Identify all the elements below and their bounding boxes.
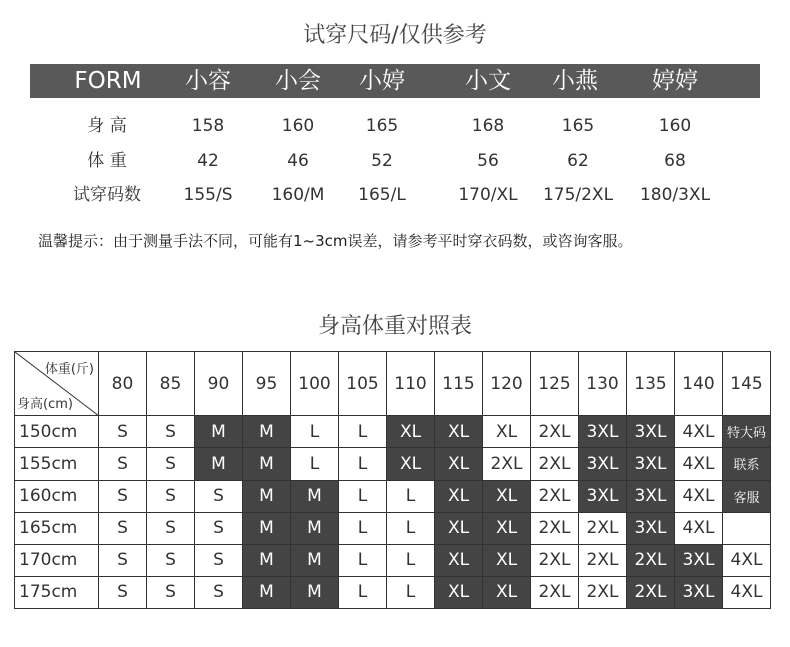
size-cell: L: [387, 544, 435, 576]
size-cell: S: [99, 416, 147, 448]
fitting-cell: 165: [561, 116, 595, 136]
size-cell: XL: [483, 480, 531, 512]
weight-header-cell: 80: [99, 352, 147, 416]
size-cell: 2XL: [483, 448, 531, 480]
size-cell: 2XL: [627, 544, 675, 576]
height-header-cell: 175cm: [15, 576, 99, 608]
weight-header-cell: 85: [147, 352, 195, 416]
fitting-row-weight: [0, 149, 790, 173]
size-chart-row: [15, 512, 771, 544]
size-cell: M: [243, 576, 291, 608]
size-cell: L: [339, 544, 387, 576]
size-chart-row: [15, 416, 771, 448]
size-cell: S: [99, 576, 147, 608]
size-cell: XL: [387, 416, 435, 448]
size-cell: [723, 512, 771, 544]
size-cell: M: [243, 448, 291, 480]
measurement-tip: 温馨提示：由于测量手法不同，可能有1~3cm误差，请参考平时穿衣码数，或咨询客服。: [38, 232, 633, 250]
size-cell: 4XL: [675, 416, 723, 448]
size-cell: XL: [483, 512, 531, 544]
size-cell: XL: [435, 480, 483, 512]
size-cell: XL: [435, 544, 483, 576]
weight-header-cell: 115: [435, 352, 483, 416]
size-cell: L: [339, 448, 387, 480]
size-cell: M: [243, 512, 291, 544]
size-cell: 2XL: [579, 544, 627, 576]
size-cell: L: [339, 512, 387, 544]
fitting-row-label: 身 高: [87, 116, 127, 136]
size-cell: 3XL: [627, 512, 675, 544]
fitting-cell: 165: [365, 116, 399, 136]
size-cell: 3XL: [627, 480, 675, 512]
size-cell: 4XL: [723, 576, 771, 608]
fitting-cell: 52: [371, 151, 393, 171]
size-chart-row: [15, 448, 771, 480]
size-cell: S: [195, 512, 243, 544]
size-cell: 3XL: [627, 416, 675, 448]
contact-service-note: 客服: [723, 480, 771, 512]
fitting-cell: 160: [281, 116, 315, 136]
weight-header-cell: 90: [195, 352, 243, 416]
weight-header-cell: 140: [675, 352, 723, 416]
fitting-cell: 165/L: [358, 185, 406, 205]
size-cell: 2XL: [579, 512, 627, 544]
size-cell: XL: [435, 416, 483, 448]
height-header-cell: 170cm: [15, 544, 99, 576]
size-cell: L: [387, 480, 435, 512]
size-cell: 2XL: [627, 576, 675, 608]
size-cell: 3XL: [627, 448, 675, 480]
size-cell: L: [387, 576, 435, 608]
height-header-cell: 155cm: [15, 448, 99, 480]
height-header-cell: 150cm: [15, 416, 99, 448]
size-cell: M: [291, 480, 339, 512]
contact-service-note: 特大码: [723, 416, 771, 448]
size-cell: XL: [483, 544, 531, 576]
size-cell: L: [339, 416, 387, 448]
weight-header-cell: 100: [291, 352, 339, 416]
weight-header-cell: 95: [243, 352, 291, 416]
size-cell: L: [291, 448, 339, 480]
size-cell: S: [147, 512, 195, 544]
size-cell: L: [387, 512, 435, 544]
fitting-cell: 170/XL: [458, 185, 518, 205]
fitting-cell: 158: [191, 116, 225, 136]
fitting-title: 试穿尺码/仅供参考: [303, 23, 487, 48]
size-cell: M: [195, 448, 243, 480]
size-cell: 2XL: [531, 576, 579, 608]
size-cell: S: [147, 448, 195, 480]
fitting-header-model-1: 小容: [185, 68, 231, 94]
fitting-header-model-4: 小文: [465, 68, 511, 94]
fitting-header-model-2: 小会: [275, 68, 321, 94]
fitting-header-model-5: 小燕: [552, 68, 598, 94]
size-cell: S: [147, 480, 195, 512]
size-cell: M: [243, 544, 291, 576]
fitting-header-model-6: 婷婷: [652, 68, 698, 94]
size-cell: S: [99, 480, 147, 512]
fitting-cell: 160: [658, 116, 692, 136]
size-chart-header-row: [15, 352, 771, 416]
weight-header-cell: 135: [627, 352, 675, 416]
size-cell: 3XL: [579, 448, 627, 480]
size-cell: M: [243, 480, 291, 512]
size-chart-row: [15, 576, 771, 608]
size-cell: 2XL: [531, 416, 579, 448]
fitting-header-bar: [30, 64, 760, 98]
size-cell: M: [195, 416, 243, 448]
size-cell: S: [195, 544, 243, 576]
fitting-row-label: 试穿码数: [73, 185, 141, 205]
size-cell: M: [291, 512, 339, 544]
size-cell: 2XL: [579, 576, 627, 608]
size-cell: 4XL: [723, 544, 771, 576]
fitting-cell: 175/2XL: [542, 185, 614, 205]
weight-header-cell: 125: [531, 352, 579, 416]
weight-header-cell: 110: [387, 352, 435, 416]
fitting-row-height: [0, 114, 790, 138]
fitting-cell: 168: [471, 116, 505, 136]
size-cell: S: [195, 576, 243, 608]
fitting-cell: 155/S: [183, 185, 233, 205]
contact-service-note: 联系: [723, 448, 771, 480]
size-cell: 4XL: [675, 480, 723, 512]
size-cell: S: [147, 416, 195, 448]
size-cell: M: [291, 576, 339, 608]
size-cell: 3XL: [579, 416, 627, 448]
fitting-row-label: 体 重: [87, 151, 127, 171]
size-cell: XL: [435, 576, 483, 608]
fitting-cell: 62: [567, 151, 589, 171]
fitting-cell: 68: [664, 151, 686, 171]
fitting-cell: 46: [287, 151, 309, 171]
size-cell: 4XL: [675, 512, 723, 544]
size-cell: 3XL: [675, 576, 723, 608]
size-cell: S: [99, 512, 147, 544]
size-cell: 2XL: [531, 512, 579, 544]
size-cell: XL: [483, 576, 531, 608]
fitting-cell: 180/3XL: [639, 185, 711, 205]
size-cell: S: [99, 544, 147, 576]
fitting-header-form: FORM: [74, 68, 142, 94]
weight-header-cell: 105: [339, 352, 387, 416]
corner-weight-label: 体重(斤): [44, 362, 94, 377]
size-cell: XL: [435, 448, 483, 480]
size-cell: 2XL: [531, 480, 579, 512]
size-cell: 2XL: [531, 544, 579, 576]
size-cell: S: [195, 480, 243, 512]
size-cell: S: [147, 544, 195, 576]
fitting-cell: 160/M: [271, 185, 325, 205]
fitting-header-model-3: 小婷: [359, 68, 405, 94]
size-cell: XL: [483, 416, 531, 448]
weight-header-cell: 145: [723, 352, 771, 416]
size-cell: 3XL: [675, 544, 723, 576]
size-cell: XL: [387, 448, 435, 480]
size-chart-row: [15, 480, 771, 512]
size-cell: 4XL: [675, 448, 723, 480]
size-chart-table: [14, 351, 771, 609]
size-chart-title: 身高体重对照表: [317, 314, 472, 339]
size-cell: L: [339, 480, 387, 512]
size-cell: S: [99, 448, 147, 480]
height-header-cell: 160cm: [15, 480, 99, 512]
size-cell: 3XL: [579, 480, 627, 512]
size-cell: S: [147, 576, 195, 608]
weight-header-cell: 130: [579, 352, 627, 416]
fitting-row-size: [0, 183, 790, 207]
size-cell: L: [339, 576, 387, 608]
height-header-cell: 165cm: [15, 512, 99, 544]
fitting-cell: 42: [197, 151, 219, 171]
size-cell: XL: [435, 512, 483, 544]
size-cell: M: [291, 544, 339, 576]
size-cell: L: [291, 416, 339, 448]
size-cell: M: [243, 416, 291, 448]
weight-header-cell: 120: [483, 352, 531, 416]
size-chart-row: [15, 544, 771, 576]
fitting-cell: 56: [477, 151, 499, 171]
size-chart-corner: [15, 352, 99, 416]
size-cell: 2XL: [531, 448, 579, 480]
corner-height-label: 身高(cm): [17, 397, 73, 413]
